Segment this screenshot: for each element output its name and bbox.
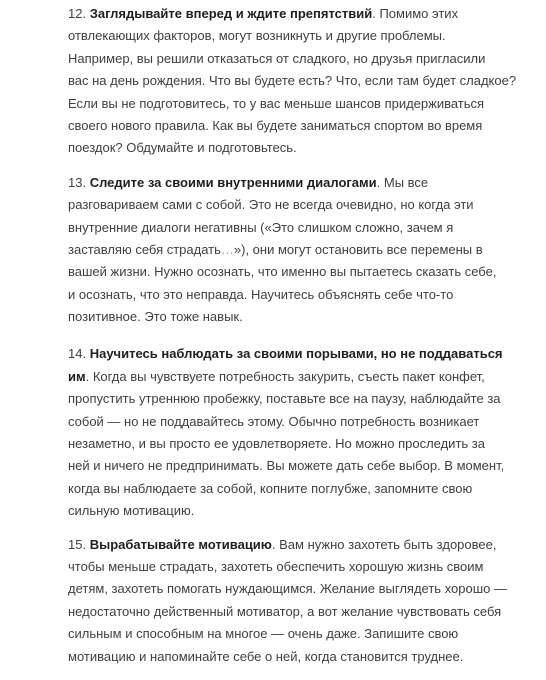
text-line: поездок? Обдумайте и подготовьтесь. (68, 140, 297, 156)
text-line: разговариваем сами с собой. Это не всегда очевидно, но когда эти (68, 197, 474, 213)
text-line: детям, захотеть помогать нуждающимся. Желание выглядеть хорошо — (68, 581, 508, 597)
text-line: и осознать, что это неправда. Научитесь объяснять себе что-то (68, 286, 454, 302)
ellipsis: … (220, 241, 234, 257)
item-heading: Следите за своими внутренними диалогами (89, 174, 377, 190)
text-line (68, 239, 546, 261)
list-item-14 (68, 343, 546, 522)
text-line: пропустить утреннюю пробежку, поставьте все на паузу, наблюдайте за (68, 391, 501, 407)
list-item-15 (68, 534, 546, 668)
item-text: »), они могут остановить все перемены в (233, 241, 483, 257)
item-number: 13. (68, 174, 87, 190)
item-text: . Вам нужно захотеть быть здоровее, (271, 536, 497, 552)
text-line: ней и ничего не предпринимать. Вы можете дать себе выбор. В момент, (68, 458, 505, 474)
text-line (68, 343, 546, 365)
text-line: отвлекающих факторов, могут возникнуть и другие проблемы. (68, 28, 446, 44)
item-text: . Когда вы чувствуете потребность закурить, съесть пакет конфет, (85, 368, 485, 384)
text-line (68, 172, 546, 194)
text-line: Если вы не подготовитесь, то у вас меньше шансов придерживаться (68, 95, 485, 111)
text-line: своего нового правила. Как вы будете заниматься спортом во время (68, 117, 483, 133)
item-heading: Заглядывайте вперед и ждите препятствий (89, 6, 373, 21)
item-number: 15. (68, 536, 87, 552)
text-line: позитивное. Это тоже навык. (68, 309, 243, 325)
item-number: 12. (68, 6, 87, 21)
text-line (68, 534, 546, 556)
text-line: вашей жизни. Нужно осознать, что именно вы пытаетесь сказать себе, (68, 264, 497, 280)
item-number: 14. (68, 346, 87, 362)
item-heading: Научитесь наблюдать за своими порывами, но не поддаваться (89, 346, 503, 362)
item-text: . Мы все (376, 174, 429, 190)
item-heading: Вырабатывайте мотивацию (89, 536, 272, 552)
text-line: внутренние диалоги негативны («Это слишком сложно, зачем я (68, 219, 454, 235)
list-item-13 (68, 172, 546, 329)
text-line (68, 3, 546, 25)
text-line: собой — но не поддавайтесь этому. Обычно потребность возникает (68, 413, 480, 429)
text-line: Например, вы решили отказаться от сладкого, но друзья пригласили (68, 50, 486, 66)
text-line: сильную мотивацию. (68, 503, 195, 519)
list-item-12 (68, 3, 546, 160)
text-line: мотивацию и напоминайте себе о ней, когда становится труднее. (68, 648, 464, 664)
text-line (68, 366, 546, 388)
text-line: сильным и способным на многое — очень даже. Запишите свою (68, 626, 459, 642)
text-line: вас на день рождения. Что вы будете есть? Что, если там будет сладкое? (68, 73, 517, 89)
text-line: незаметно, и вы просто ее удовлетворяете. Но можно проследить за (68, 436, 485, 452)
item-heading: им (68, 368, 86, 384)
text-line: недостаточно действенный мотиватор, а вот желание чувствовать себя (68, 603, 502, 619)
text-line: когда вы наблюдаете за собой, копните поглубже, запомните свою (68, 480, 473, 496)
text-line: чтобы меньше страдать, захотеть обеспечить хорошую жизнь своим (68, 558, 484, 574)
item-text: . Помимо этих (372, 6, 459, 21)
item-text: заставляю себя страдать (68, 241, 221, 257)
